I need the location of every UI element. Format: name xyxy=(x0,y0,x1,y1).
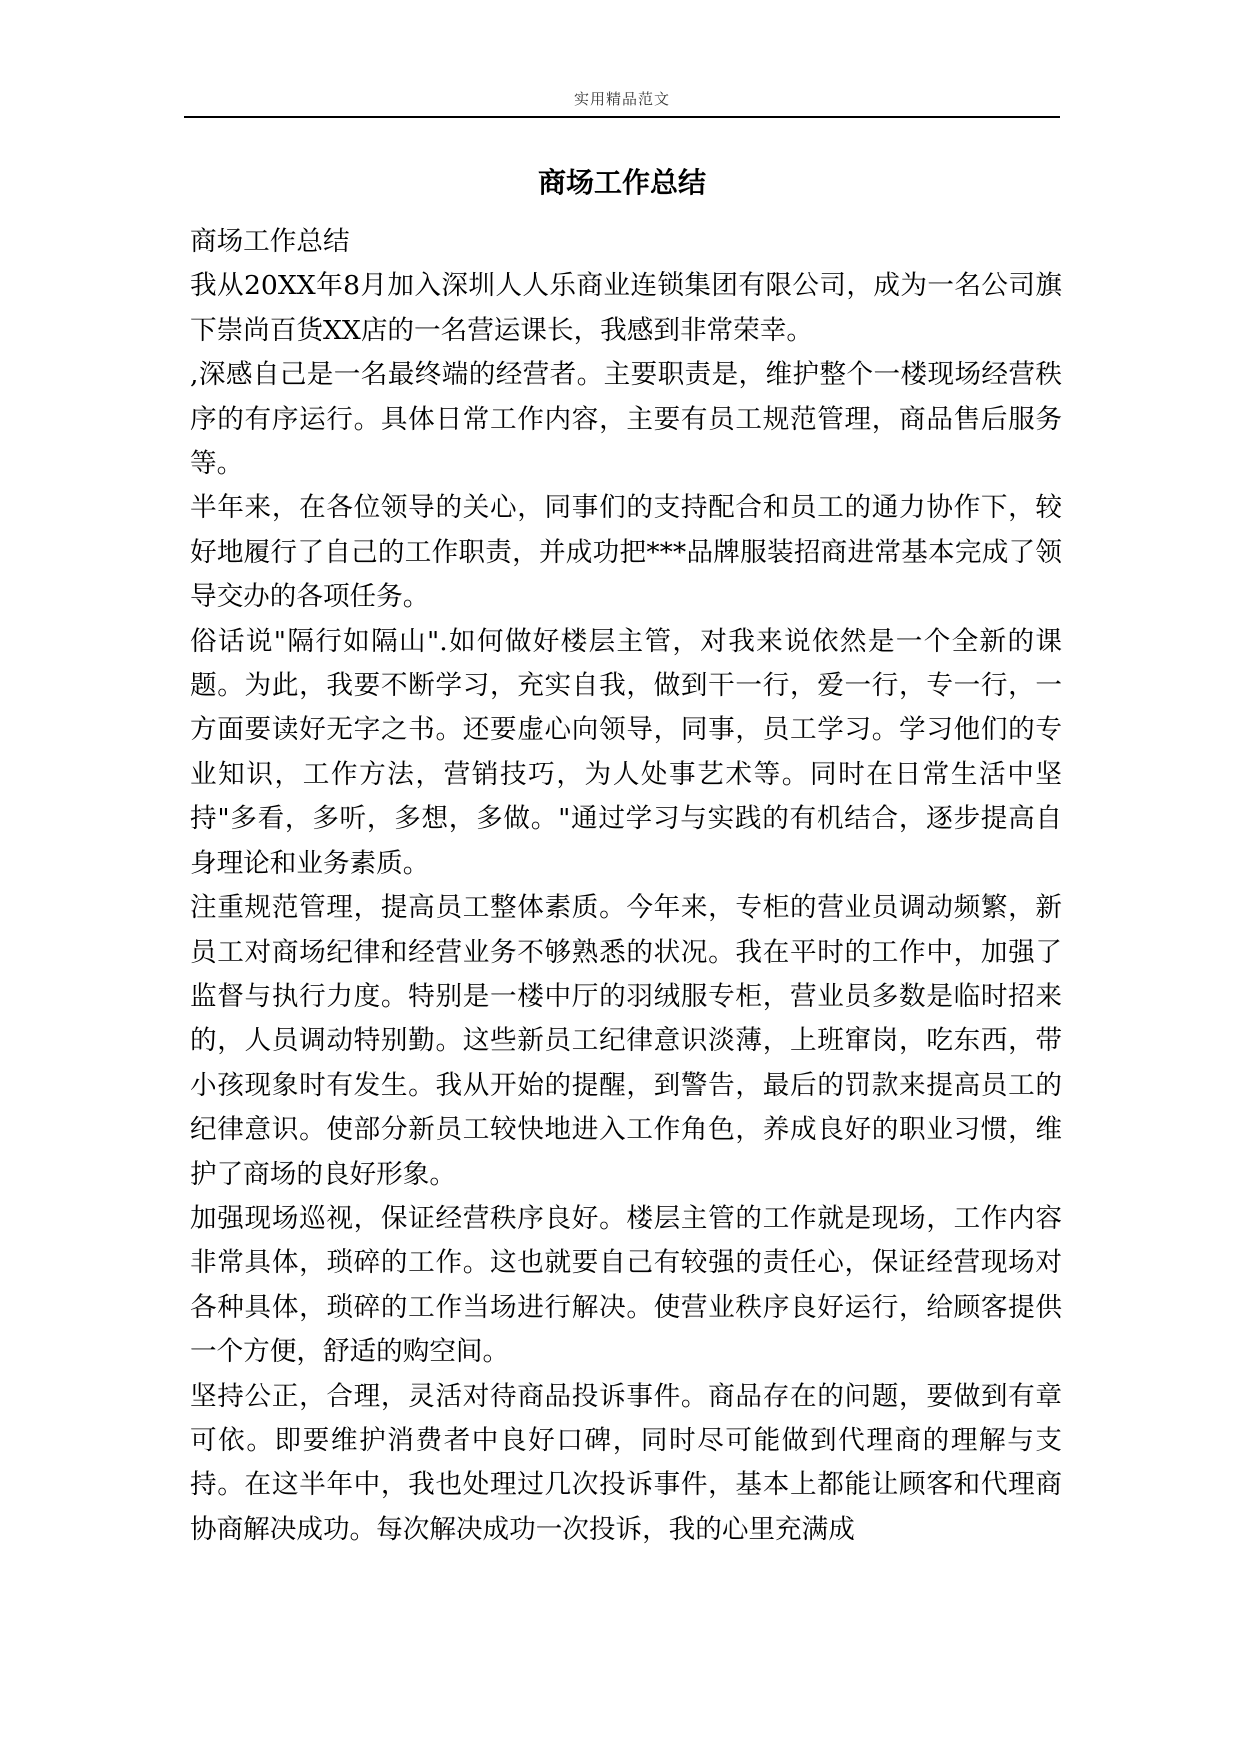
paragraph: 俗话说"隔行如隔山".如何做好楼层主管，对我来说依然是一个全新的课题。为此，我要不断学习，充实自我，做到干一行，爱一行，专一行，一方面要读好无字之书。还要虚心向领导，同事，员工学习。学习他们的专业知识，工作方法，营销技巧，为人处事艺术等。同时在日常生活中坚持"多看，多听，多想，多做。"通过学习与实践的有机结合，逐步提高自身理论和业务素质。 xyxy=(190,625,1062,879)
document-title: 商场工作总结 xyxy=(537,166,706,199)
page-header xyxy=(184,86,1060,118)
paragraph: 坚持公正，合理，灵活对待商品投诉事件。商品存在的问题，要做到有章可依。即要维护消费者中良好口碑，同时尽可能做到代理商的理解与支持。在这半年中，我也处理过几次投诉事件，基本上都能让顾客和代理商协商解决成功。每次解决成功一次投诉，我的心里充满成 xyxy=(190,1380,1062,1545)
paragraph: 加强现场巡视，保证经营秩序良好。楼层主管的工作就是现场，工作内容非常具体，琐碎的工作。这也就要自己有较强的责任心，保证经营现场对各种具体，琐碎的工作当场进行解决。使营业秩序良好运行，给顾客提供一个方便，舒适的购空间。 xyxy=(190,1202,1062,1368)
running-title: 实用精品范文 xyxy=(573,90,670,108)
paragraph: 我从20XX年8月加入深圳人人乐商业连锁集团有限公司，成为一名公司旗下崇尚百货XX店的一名营运课长，我感到非常荣幸。 xyxy=(190,270,1062,346)
paragraph: 注重规范管理，提高员工整体素质。今年来，专柜的营业员调动频繁，新员工对商场纪律和经营业务不够熟悉的状况。我在平时的工作中，加强了监督与执行力度。特别是一楼中厅的羽绒服专柜，营业员多数是临时招来的，人员调动特别勤。这些新员工纪律意识淡薄，上班窜岗，吃东西，带小孩现象时有发生。我从开始的提醒，到警告，最后的罚款来提高员工的纪律意识。使部分新员工较快地进入工作角色，养成良好的职业习惯，维护了商场的良好形象。 xyxy=(190,892,1062,1190)
document-body xyxy=(190,220,1062,1552)
paragraph: 半年来，在各位领导的关心，同事们的支持配合和员工的通力协作下，较好地履行了自己的工作职责，并成功把***品牌服装招商进常基本完成了领导交办的各项任务。 xyxy=(190,492,1062,613)
paragraph: ,深感自己是一名最终端的经营者。主要职责是，维护整个一楼现场经营秩序的有序运行。具体日常工作内容，主要有员工规范管理，商品售后服务等。 xyxy=(190,359,1062,480)
paragraph: 商场工作总结 xyxy=(190,226,350,257)
